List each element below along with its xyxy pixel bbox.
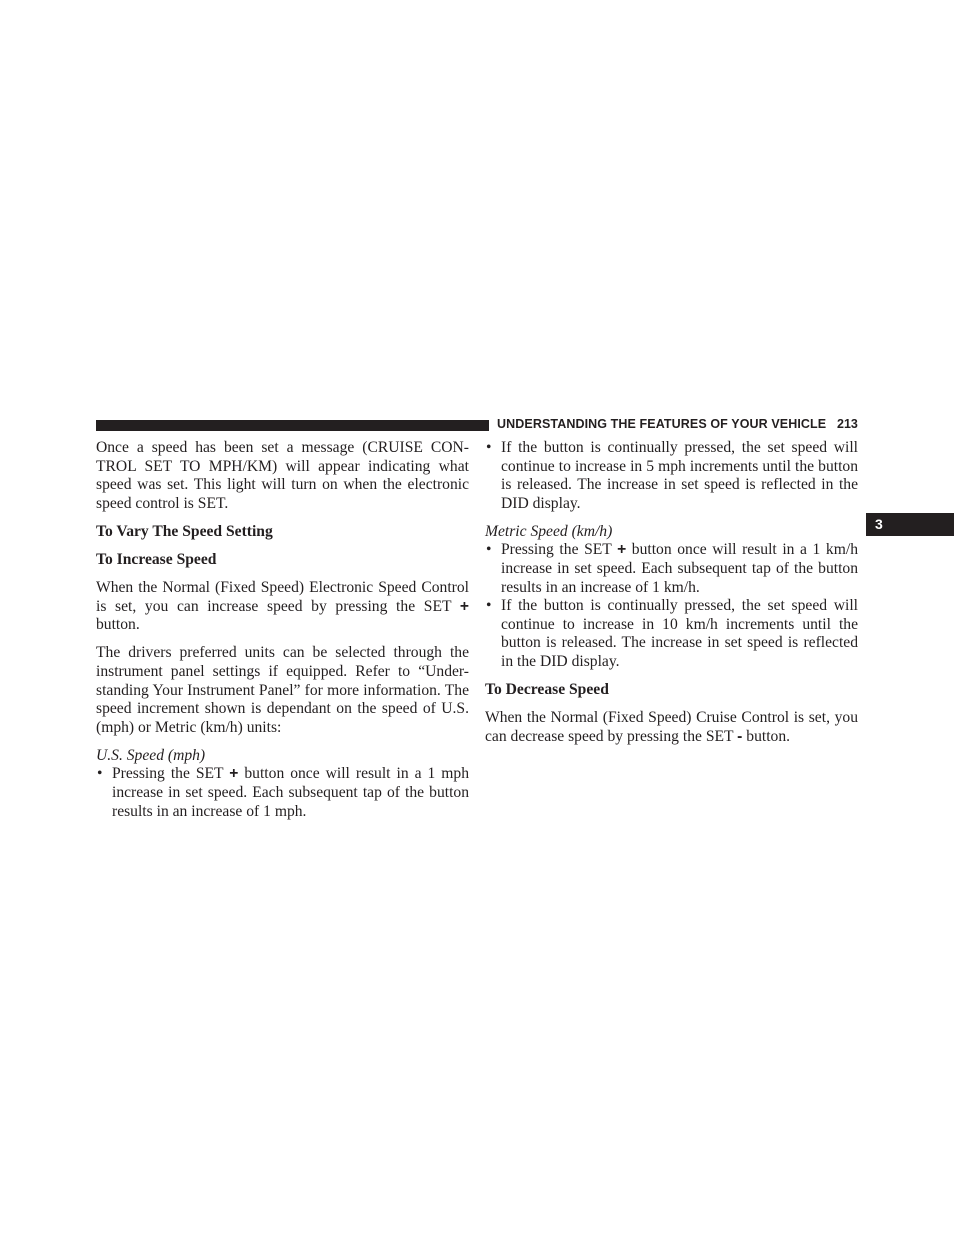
- list-item-us-2: [485, 439, 858, 513]
- increase-text-end: button.: [96, 616, 140, 634]
- header-rule: [96, 420, 489, 431]
- metric-speed-heading: Metric Speed (km/h): [485, 522, 613, 540]
- running-header-title: UNDERSTANDING THE FEATURES OF YOUR VEHICLE: [497, 417, 827, 431]
- increase-paragraph: [96, 579, 469, 635]
- left-column: [96, 439, 469, 821]
- us-bullet1-text: Pressing the SET: [112, 765, 224, 783]
- us-bullet1-text-end: button once will result in a 1 mph increase in set speed. Each subsequent tap of the button results in an increase of 1 mph.: [112, 765, 470, 820]
- right-column: [485, 439, 858, 746]
- plus-symbol: +: [459, 597, 469, 615]
- heading-increase-speed: To Increase Speed: [96, 550, 217, 568]
- decrease-paragraph: [485, 709, 858, 746]
- list-item-metric-1: [485, 541, 858, 597]
- us-bullet2-text: If the button is continually pressed, the set speed will continue to increase in 5 mph increments until the button is released. The increase in set speed is reflected in the DID display.: [501, 439, 858, 512]
- decrease-text: When the Normal (Fixed Speed) Cruise Control is set, you can decrease speed by pressing the SET: [485, 709, 858, 745]
- decrease-text-end: button.: [742, 727, 791, 745]
- heading-decrease-speed: To Decrease Speed: [485, 681, 609, 699]
- intro-paragraph: Once a speed has been set a message (CRUISE CON-TROL SET TO MPH/KM) will appear indicating what speed was set. This light will turn on when the electronic speed control is SET.: [96, 439, 469, 512]
- heading-vary-speed: To Vary The Speed Setting: [96, 522, 273, 540]
- minus-symbol: -: [737, 727, 743, 745]
- units-paragraph: The drivers preferred units can be selected through the instrument panel settings if equipped. Refer to “Under-standing Your Instrument Panel” for more information. The speed increment shown is dependant on the speed of U.S. (mph) or Metric (km/h) units:: [96, 644, 469, 736]
- increase-text: When the Normal (Fixed Speed) Electronic Speed Control is set, you can increase speed by pressing the SET: [96, 579, 469, 615]
- page-number: 213: [837, 417, 858, 431]
- list-item-us-1: [96, 765, 469, 821]
- bullet-icon: •: [486, 597, 492, 615]
- list-item-metric-2: [485, 597, 858, 671]
- bullet-icon: •: [97, 765, 103, 783]
- bullet-icon: •: [486, 439, 492, 456]
- bullet-icon: •: [486, 541, 492, 559]
- metric-bullet1-text-end: button once will result in a 1 km/h increase in set speed. Each subsequent tap of the button results in an increase of 1 km/h.: [501, 541, 858, 596]
- plus-symbol: +: [617, 541, 627, 559]
- chapter-tab: 3: [866, 513, 954, 536]
- metric-bullet1-text: Pressing the SET: [501, 541, 612, 559]
- us-speed-heading: U.S. Speed (mph): [96, 746, 206, 764]
- metric-bullet2-text: If the button is continually pressed, the set speed will continue to increase in 10 km/h increments until the button is released. The increase in set speed is reflected in the DID display.: [501, 597, 858, 671]
- plus-symbol: +: [229, 765, 239, 783]
